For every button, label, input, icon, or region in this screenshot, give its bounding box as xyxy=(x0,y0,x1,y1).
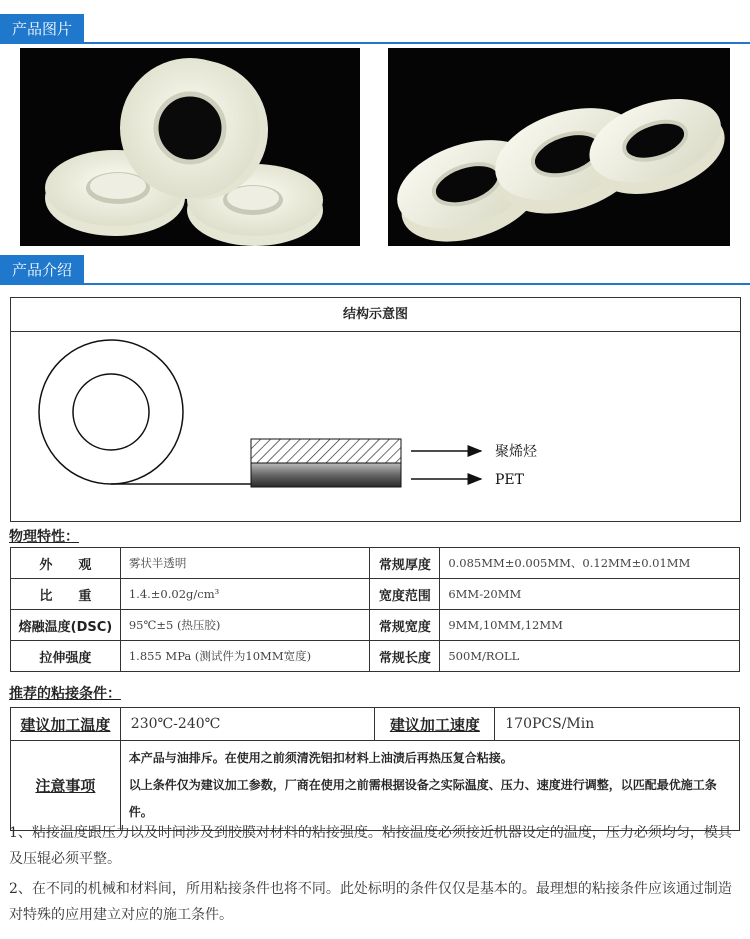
prop-label: 常规厚度 xyxy=(370,548,440,579)
section-title: 产品图片 xyxy=(0,14,84,44)
table-row xyxy=(11,579,740,610)
speed-value: 170PCS/Min xyxy=(495,708,740,741)
pet-layer xyxy=(251,463,401,487)
temp-label: 建议加工温度 xyxy=(11,708,121,741)
footnote-1: 1、粘接温度跟压力以及时间涉及到胶膜对材料的粘接强度。粘接温度必须接近机器设定的温度，压力必须均匀，模具及压辊必须平整。 xyxy=(9,825,732,867)
layer-label-top: 聚烯烃 xyxy=(495,444,537,460)
roll-outline xyxy=(39,340,251,484)
conditions-title-text: 推荐的粘接条件： xyxy=(9,686,121,702)
note-line: 本产品与油排斥。在使用之前须清洗铝扣材料上油渍后再热压复合粘接。 xyxy=(128,751,513,765)
prop-label: 宽度范围 xyxy=(370,579,440,610)
notes-label: 注意事项 xyxy=(11,741,121,831)
physical-props-table xyxy=(10,547,740,672)
physical-props-title-text: 物理特性： xyxy=(9,529,79,545)
prop-value: 6MM-20MM xyxy=(440,579,740,610)
note-line: 以上条件仅为建议加工参数，厂商在使用之前需根据设备之实际温度、压力、速度进行调整，以匹配最优施工条件。 xyxy=(128,778,717,819)
table-row xyxy=(11,548,740,579)
prop-value: 0.085MM±0.005MM、0.12MM±0.01MM xyxy=(440,548,740,579)
prop-value: 500M/ROLL xyxy=(440,641,740,672)
conditions-table xyxy=(10,707,740,831)
table-row xyxy=(11,741,740,831)
section-title: 产品介绍 xyxy=(0,255,84,285)
prop-label: 比 重 xyxy=(11,579,121,610)
product-photo-1 xyxy=(20,48,360,246)
table-row xyxy=(11,641,740,672)
prop-label: 拉伸强度 xyxy=(11,641,121,672)
polyolefin-layer xyxy=(251,439,401,463)
product-photo-2 xyxy=(388,48,730,246)
diagram-title: 结构示意图 xyxy=(11,298,740,332)
section-header-intro xyxy=(0,255,750,285)
prop-label: 常规长度 xyxy=(370,641,440,672)
speed-label: 建议加工速度 xyxy=(375,708,495,741)
table-row xyxy=(11,610,740,641)
prop-value: 1.4.±0.02g/cm³ xyxy=(120,579,370,610)
prop-value: 1.855 MPa (测试件为10MM宽度) xyxy=(120,641,370,672)
section-header-photos xyxy=(0,14,750,44)
temp-value: 230℃-240℃ xyxy=(120,708,375,741)
layer-label-bottom: PET xyxy=(495,472,524,488)
table-row xyxy=(11,708,740,741)
section-divider xyxy=(0,42,750,44)
prop-label: 熔融温度(DSC) xyxy=(11,610,121,641)
prop-value: 雾状半透明 xyxy=(120,548,370,579)
prop-label: 外 观 xyxy=(11,548,121,579)
section-divider xyxy=(0,283,750,285)
notes-cell xyxy=(120,741,739,831)
footnote-2: 2、在不同的机械和材料间，所用粘接条件也将不同。此处标明的条件仅仅是基本的。最理想的粘接条件应该通过制造对特殊的应用建立对应的施工条件。 xyxy=(9,881,732,923)
physical-props-title xyxy=(9,526,79,546)
prop-label: 常规宽度 xyxy=(370,610,440,641)
conditions-title xyxy=(9,683,121,703)
prop-value: 95℃±5 (热压胶) xyxy=(120,610,370,641)
structure-diagram xyxy=(10,297,741,522)
prop-value: 9MM,10MM,12MM xyxy=(440,610,740,641)
